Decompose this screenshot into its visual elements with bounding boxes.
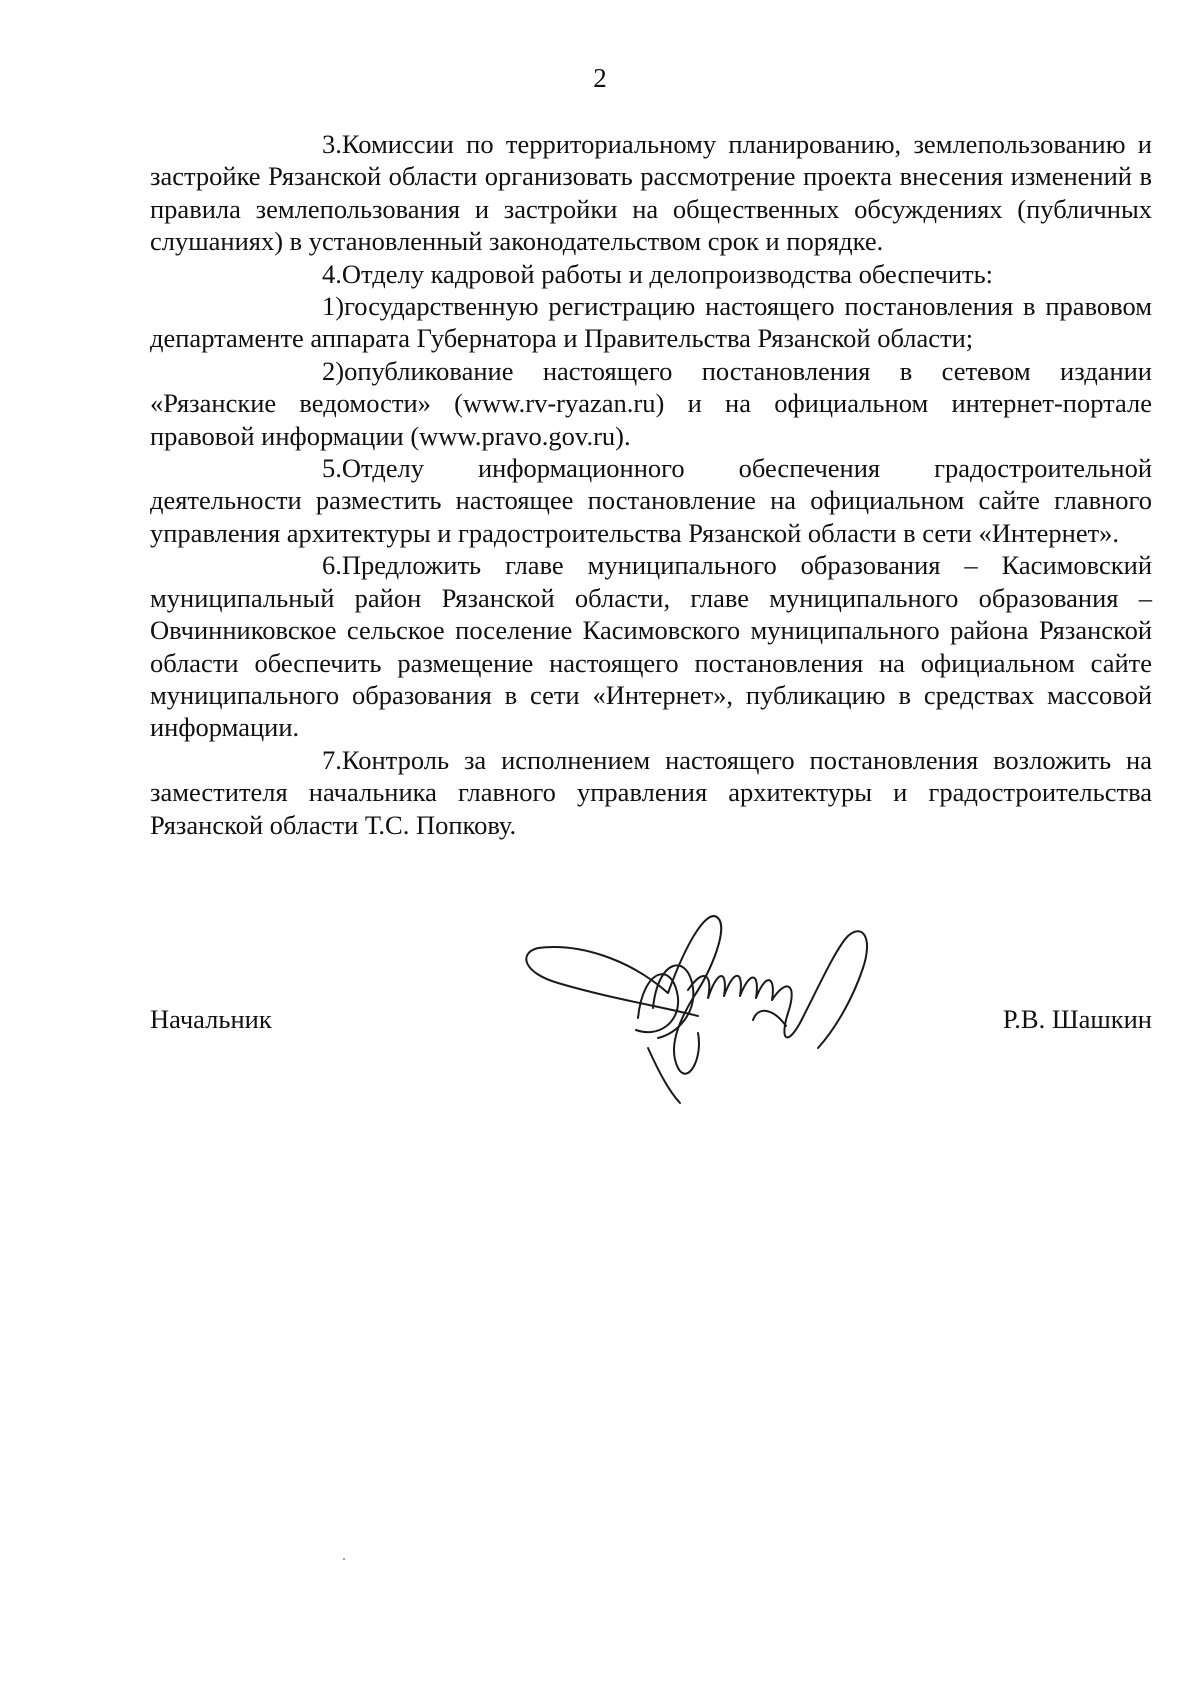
paragraph-text: Контроль за исполнением настоящего постановления возложить на заместителя начальника главного управления архитектуры и градостроительства Рязанской области Т.С. Попкову. <box>150 744 1152 840</box>
paragraph-4 <box>150 258 1152 290</box>
signature-block <box>150 1003 1152 1043</box>
paragraph-text: Комиссии по территориальному планированию, землепользованию и застройке Рязанской области организовать рассмотрение проекта внесения изменений в правила землепользования и застройки на общественных обсуждениях (публичных слушаниях) в установленный законодательством срок и порядке. <box>150 129 1152 257</box>
signatory-title: Начальник <box>150 1004 272 1034</box>
paragraph-text: Отделу информационного обеспечения градостроительной деятельности разместить настоящее постановление на официальном сайте главного управления архитектуры и градостроительства Рязанской области в сети «Интернет». <box>150 453 1152 548</box>
subparagraph-2 <box>150 355 1152 452</box>
paragraph-text: государственную регистрацию настоящего постановления в правовом департаменте аппарата Губернатора и Правительства Рязанской области; <box>150 291 1152 354</box>
page-number: 2 <box>593 63 607 93</box>
paragraph-3 <box>150 128 1152 258</box>
paragraph-6 <box>150 549 1152 743</box>
paragraph-number: 7. <box>322 744 342 775</box>
paragraph-number: 5. <box>322 453 342 484</box>
paragraph-text: Предложить главе муниципального образования – Касимовский муниципальный район Рязанской области, главе муниципального образования – Овчинниковское сельское поселение Касимовского муниципального района Рязанской области обеспечить размещение настоящего постановления на официальном сайте муниципального образования в сети «Интернет», публикацию в средствах массовой информации. <box>150 550 1152 743</box>
paragraph-number: 1) <box>322 291 345 322</box>
document-body <box>150 128 1152 841</box>
paragraph-7 <box>150 744 1152 841</box>
subparagraph-1 <box>150 290 1152 355</box>
paragraph-number: 2) <box>322 355 345 386</box>
paragraph-number: 6. <box>322 550 342 581</box>
paragraph-number: 3. <box>322 129 342 159</box>
paragraph-number: 4. <box>322 258 342 289</box>
signatory-name: Р.В. Шашкин <box>1002 1004 1152 1034</box>
paragraph-5 <box>150 452 1152 549</box>
paragraph-text: опубликование настоящего постановления в сетевом издании «Рязанские ведомости» (www.rv-ryazan.ru) и на официальном интернет-портале правовой информации (www.pravo.gov.ru). <box>150 355 1152 451</box>
scan-speck <box>343 1558 345 1560</box>
paragraph-text: Отделу кадровой работы и делопроизводства обеспечить: <box>341 258 994 289</box>
